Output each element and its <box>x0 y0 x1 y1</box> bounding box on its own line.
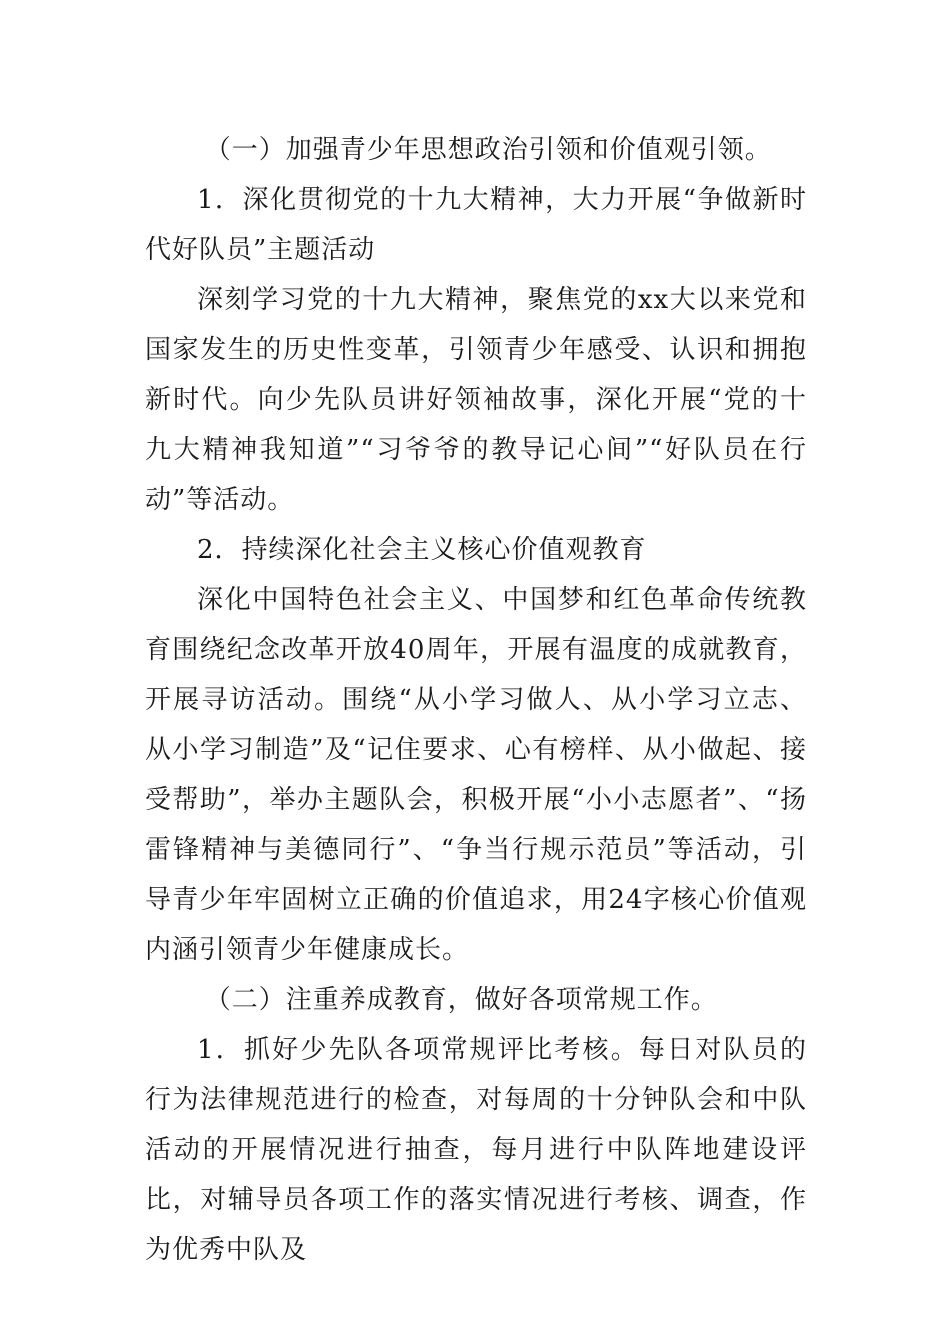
section-heading-1: （一）加强青少年思想政治引领和价值观引领。 <box>204 135 772 165</box>
body-paragraph-1: 深刻学习党的十九大精神，聚焦党的xx大以来党和国家发生的历史性变革，引领青少年感受、认识和拥抱新时代。向少先队员讲好领袖故事，深化开展“党的十九大精神我知道”“习爷爷的教导记心间”“好队员在行动”等活动。 <box>145 285 807 515</box>
item-heading-1-1: 1．深化贯彻党的十九大精神，大力开展“争做新时代好队员”主题活动 <box>145 185 807 265</box>
item-heading-1-2: 2．持续深化社会主义核心价值观教育 <box>197 535 647 565</box>
document-body <box>145 125 807 1275</box>
body-paragraph-2: 深化中国特色社会主义、中国梦和红色革命传统教育围绕纪念改革开放40周年，开展有温度的成就教育，开展寻访活动。围绕“从小学习做人、从小学习立志、从小学习制造”及“记住要求、心有榜样、从小做起、接受帮助”，举办主题队会，积极开展“小小志愿者”、“扬雷锋精神与美德同行”、“争当行规示范员”等活动，引导青少年牢固树立正确的价值追求，用24字核心价值观内涵引领青少年健康成长。 <box>145 585 807 965</box>
body-paragraph-3: 1．抓好少先队各项常规评比考核。每日对队员的行为法律规范进行的检查，对每周的十分钟队会和中队活动的开展情况进行抽查，每月进行中队阵地建设评比，对辅导员各项工作的落实情况进行考核、调查，作为优秀中队及 <box>145 1035 807 1265</box>
section-heading-2: （二）注重养成教育，做好各项常规工作。 <box>204 985 718 1015</box>
